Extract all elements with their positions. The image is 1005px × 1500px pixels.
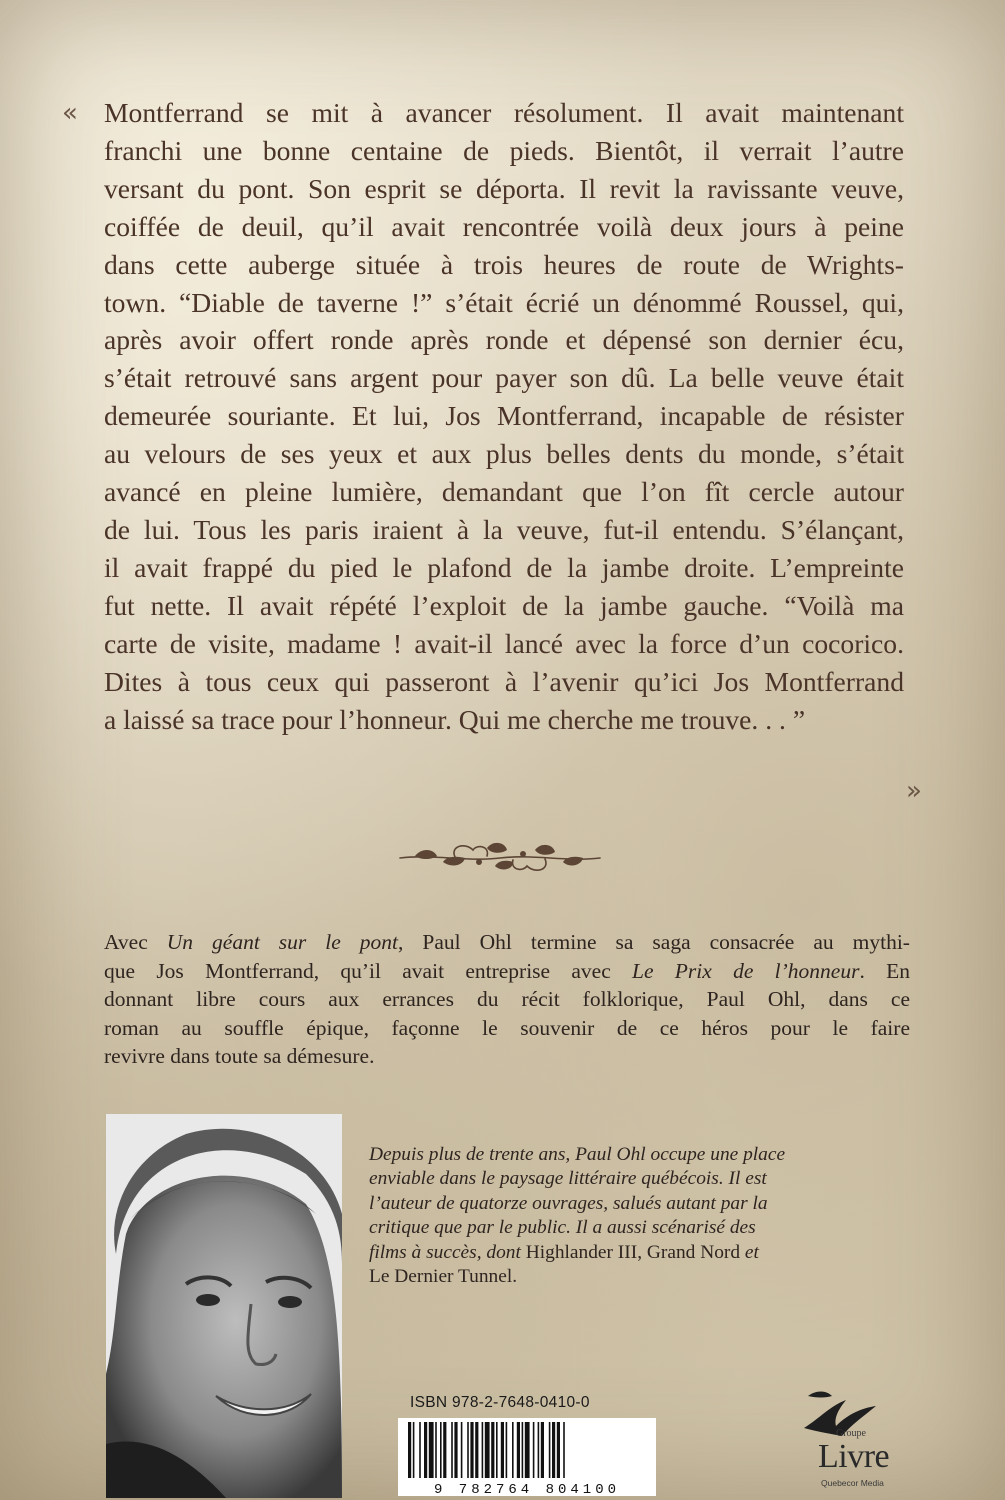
summary-text: , Paul Ohl termine sa saga consacrée au mythi-	[398, 930, 910, 954]
summary-text: que Jos Montferrand, qu’il avait entreprise avec	[104, 958, 633, 983]
bio-line	[369, 1265, 909, 1289]
bio-line: Depuis plus de trente ans, Paul Ohl occupe une place	[369, 1144, 786, 1165]
summary-line: roman au souffle épique, façonne le souvenir de ce héros pour le faire	[104, 1015, 910, 1040]
summary-line: donnant libre cours aux errances du récit folklorique, Paul Ohl, dans ce	[104, 987, 910, 1011]
bio-text: et	[740, 1241, 759, 1263]
author-biography	[369, 1143, 909, 1289]
summary-text: Avec	[104, 930, 167, 954]
quote-line: au velours de ses yeux et aux plus belles dents du monde, s’était	[104, 438, 904, 470]
quote-line: dans cette auberge située à trois heures de route de Wrights-	[104, 248, 904, 280]
film-title: Le Dernier Tunnel	[369, 1266, 513, 1288]
quote-line: demeurée souriante. Et lui, Jos Montferrand, incapable de résister	[104, 400, 904, 432]
barcode-digits: 9 782764 804100	[433, 1482, 621, 1498]
quote-line: avancé en pleine lumière, demandant que l’on fît cercle autour	[104, 476, 904, 508]
quote-line: franchi une bonne centaine de pieds. Bientôt, il verrait l’autre	[104, 134, 904, 166]
film-title: Grand Nord	[646, 1241, 741, 1263]
quote-line: Montferrand se mit à avancer résolument. Il avait maintenant	[104, 97, 904, 128]
isbn-number: ISBN 978-2-7648-0410-0	[410, 1394, 590, 1411]
bio-text: films à succès, dont	[369, 1241, 526, 1263]
leaf-ornament-icon	[395, 836, 605, 876]
bio-line: enviable dans le paysage littéraire québécois. Il est	[369, 1168, 767, 1190]
author-photo	[106, 1114, 342, 1498]
quote-line: après avoir offert ronde après ronde et dépensé son dernier écu,	[104, 324, 904, 356]
quote-line: carte de visite, madame ! avait-il lancé avec la force d’un cocorico.	[104, 627, 904, 659]
summary-line: revivre dans toute sa démesure.	[104, 1044, 375, 1068]
quote-line: a laissé sa trace pour l’honneur. Qui me cherche me trouve. . . ”	[104, 703, 806, 735]
bio-line: l’auteur de quatorze ouvrages, salués autant par la	[369, 1192, 768, 1214]
bio-text: ,	[637, 1241, 647, 1263]
quote-line: versant du pont. Son esprit se déporta. Il revit la ravissante veuve,	[104, 172, 904, 204]
summary-text: . En	[859, 958, 910, 983]
book-title: Un géant sur le pont	[166, 930, 399, 954]
quote-line: s’était retrouvé sans argent pour payer son dû. La belle veuve était	[104, 362, 904, 394]
quote-line: coiffée de deuil, qu’il avait rencontrée voilà deux jours à peine	[104, 210, 904, 242]
publisher-media: Quebecor Media	[821, 1478, 884, 1488]
opening-guillemet: «	[62, 98, 72, 128]
summary-line	[104, 957, 910, 986]
quote-line: de lui. Tous les paris iraient à la veuve, fut-il entendu. S’élançant,	[104, 513, 904, 545]
bio-text: .	[512, 1266, 518, 1288]
previous-book-title: Le Prix de l’honneur	[632, 958, 860, 983]
bio-line	[369, 1241, 909, 1265]
publisher-livre: Livre	[818, 1438, 890, 1475]
closing-guillemet: »	[906, 776, 916, 806]
quote-line: town. “Diable de taverne !” s’était écrié un dénommé Roussel, qui,	[104, 286, 904, 318]
quote-line: fut nette. Il avait répété l’exploit de la jambe gauche. “Voilà ma	[104, 589, 904, 621]
publisher-groupe: Groupe	[836, 1428, 866, 1439]
film-title: Highlander III	[525, 1241, 638, 1263]
bio-line: critique que par le public. Il a aussi scénarisé des	[369, 1217, 756, 1239]
quote-line: il avait frappé du pied le plafond de la jambe droite. L’empreinte	[104, 551, 904, 583]
book-summary	[104, 928, 910, 1071]
quote-line: Dites à tous ceux qui passeront à l’avenir qu’ici Jos Montferrand	[104, 665, 904, 697]
barcode-bars-icon	[398, 1418, 656, 1482]
summary-line	[104, 928, 910, 957]
author-portrait-icon	[106, 1114, 342, 1498]
excerpt-quote	[104, 94, 904, 738]
